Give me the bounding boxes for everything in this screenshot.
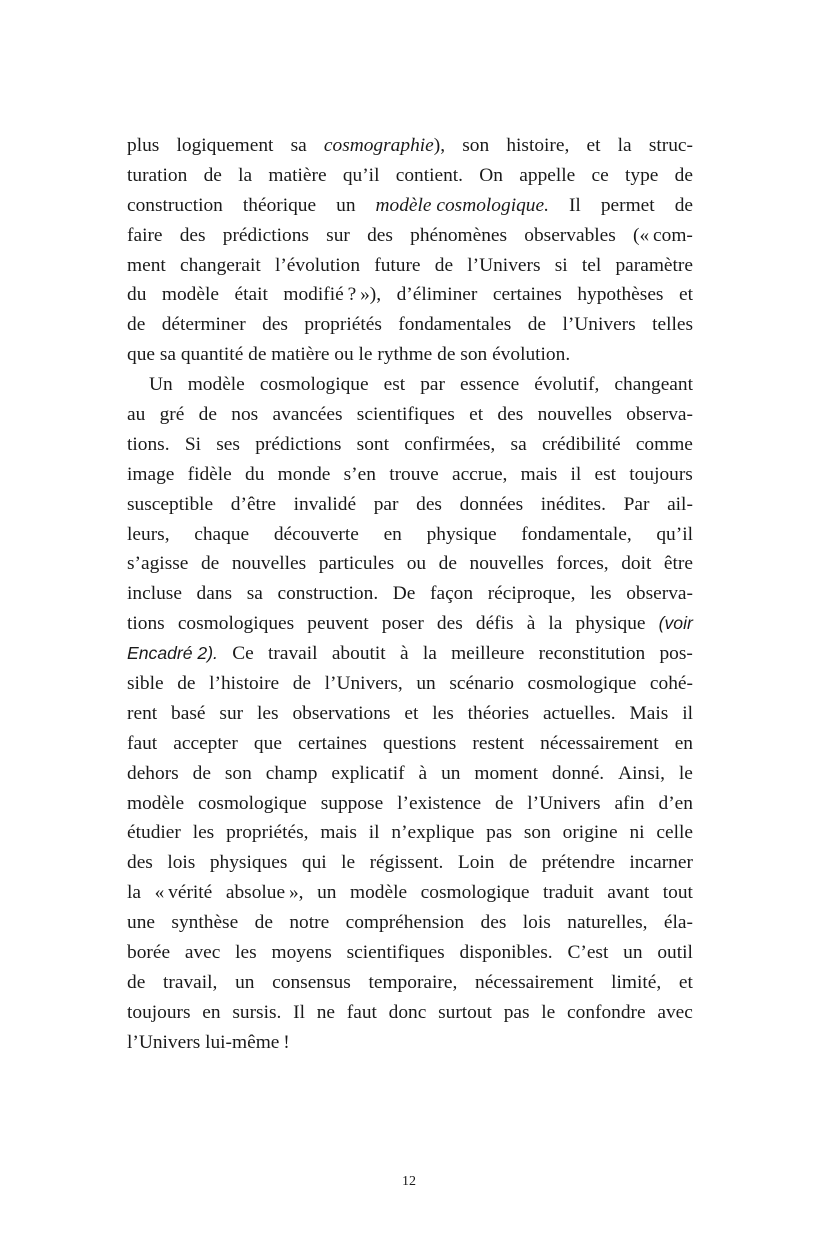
- text-line: des lois physiques qui le régissent. Loin de prétendre incarner: [127, 852, 693, 874]
- text-line: Encadré 2). Ce travail aboutit à la meilleure reconstitution pos-: [127, 643, 693, 665]
- text-line: faut accepter que certaines questions restent nécessairement en: [127, 732, 693, 754]
- text-line: une synthèse de notre compréhension des lois naturelles, éla-: [127, 912, 693, 934]
- page-text-body: [127, 131, 693, 1058]
- text-line: étudier les propriétés, mais il n’explique pas son origine ni celle: [127, 822, 693, 844]
- page-number: 12: [402, 1174, 416, 1189]
- paragraph: [127, 131, 693, 370]
- text-line: tions cosmologiques peuvent poser des défis à la physique (voir: [127, 613, 693, 635]
- text-line: la « vérité absolue », un modèle cosmologique traduit avant tout: [127, 882, 693, 904]
- text-line: faire des prédictions sur des phénomènes observables (« com-: [127, 224, 693, 246]
- text-line: que sa quantité de matière ou le rythme de son évolution.: [127, 344, 571, 366]
- text-line: toujours en sursis. Il ne faut donc surtout pas le confondre avec: [127, 1001, 693, 1023]
- text-line: de travail, un consensus temporaire, nécessairement limité, et: [127, 971, 693, 993]
- text-line: susceptible d’être invalidé par des données inédites. Par ail-: [127, 493, 693, 515]
- text-line: rent basé sur les observations et les théories actuelles. Mais il: [127, 702, 693, 724]
- text-line: dehors de son champ explicatif à un moment donné. Ainsi, le: [127, 762, 693, 784]
- text-line: du modèle était modifié ? »), d’éliminer certaines hypothèses et: [127, 284, 693, 306]
- text-line: sible de l’histoire de l’Univers, un scénario cosmologique cohé-: [127, 673, 693, 695]
- text-line: incluse dans sa construction. De façon réciproque, les observa-: [127, 583, 693, 605]
- text-line: Un modèle cosmologique est par essence évolutif, changeant: [149, 374, 693, 396]
- text-line: leurs, chaque découverte en physique fondamentale, qu’il: [127, 523, 693, 545]
- text-line: turation de la matière qu’il contient. On appelle ce type de: [127, 164, 693, 186]
- text-line: ment changerait l’évolution future de l’Univers si tel paramètre: [127, 254, 693, 276]
- text-line: s’agisse de nouvelles particules ou de nouvelles forces, doit être: [127, 553, 693, 575]
- text-line: construction théorique un modèle cosmologique. Il permet de: [127, 194, 693, 216]
- text-line: de déterminer des propriétés fondamentales de l’Univers telles: [127, 314, 693, 336]
- paragraph: [127, 370, 693, 1057]
- text-line: plus logiquement sa cosmographie), son histoire, et la struc-: [127, 135, 693, 156]
- text-line: au gré de nos avancées scientifiques et des nouvelles observa-: [127, 404, 693, 426]
- text-line: image fidèle du monde s’en trouve accrue, mais il est toujours: [127, 463, 693, 485]
- text-line: l’Univers lui-même !: [127, 1031, 290, 1053]
- text-line: tions. Si ses prédictions sont confirmées, sa crédibilité comme: [127, 433, 693, 455]
- text-line: modèle cosmologique suppose l’existence de l’Univers afin d’en: [127, 792, 693, 814]
- text-line: borée avec les moyens scientifiques disponibles. C’est un outil: [127, 942, 693, 964]
